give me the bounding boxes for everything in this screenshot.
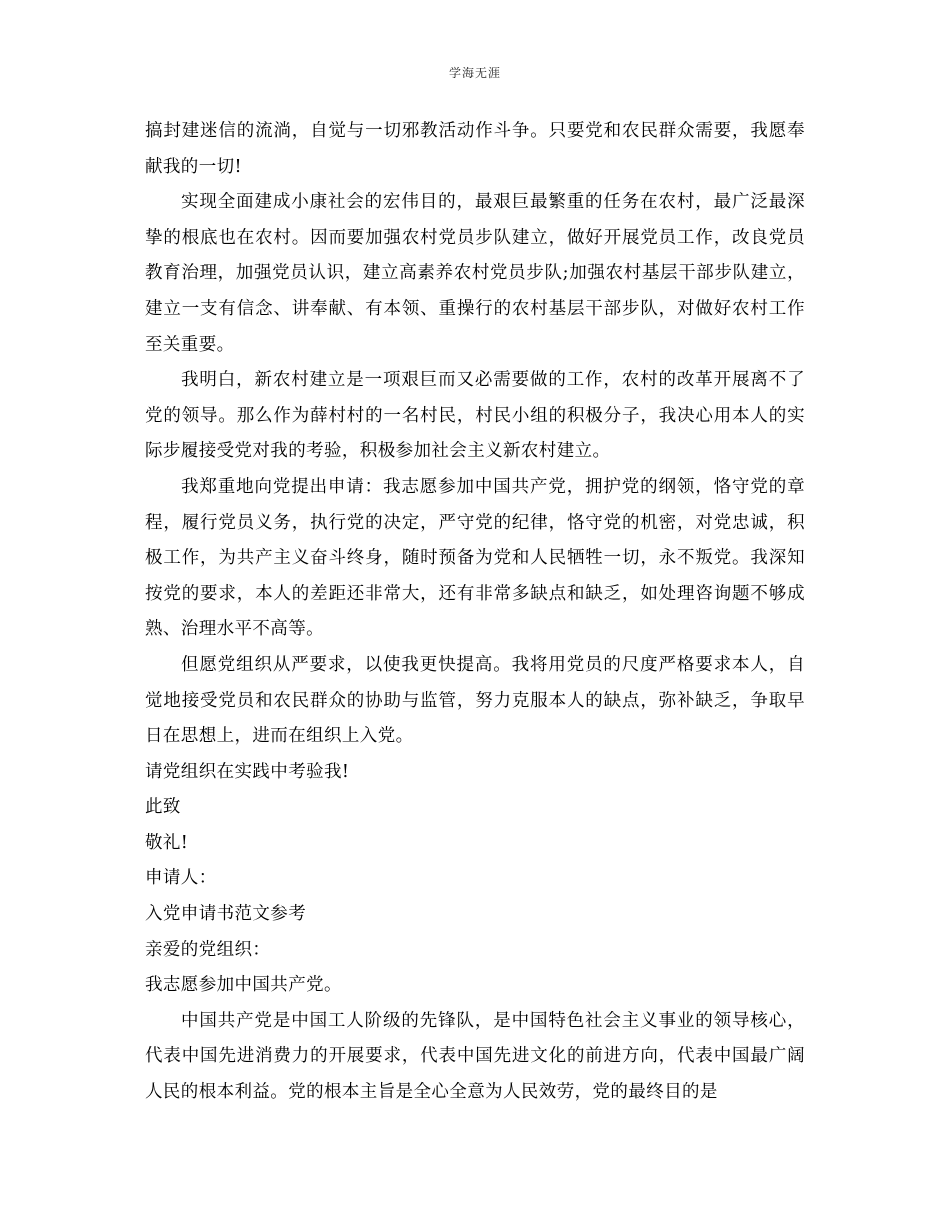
paragraph: 但愿党组织从严要求，以使我更快提高。我将用党员的尺度严格要求本人，自觉地接受党员和农民群众的协助与监管，努力克服本人的缺点，弥补缺乏，争取早日在思想上，进而在组织上入党。 <box>145 654 805 747</box>
paragraph: 实现全面建成小康社会的宏伟目的，最艰巨最繁重的任务在农村，最广泛最深挚的根底也在农村。因而要加强农村党员步队建立，做好开展党员工作，改良党员教育治理，加强党员认识，建立高素养农村党员步队;加强农村基层干部步队建立，建立一支有信念、讲奉献、有本领、重操行的农村基层干部步队，对做好农村工作至关重要。 <box>145 192 805 355</box>
greeting-line: 亲爱的党组织： <box>145 939 271 960</box>
signature-line: 申请人： <box>145 868 217 889</box>
paragraph: 我郑重地向党提出申请：我志愿参加中国共产党，拥护党的纲领，恪守党的章程，履行党员义务，执行党的决定，严守党的纪律，恪守党的机密，对党忠诚，积极工作，为共产主义奋斗终身，随时预备为党和人民牺牲一切，永不叛党。我深知按党的要求，本人的差距还非常大，还有非常多缺点和缺乏，如处理咨询题不够成熟、治理水平不高等。 <box>145 476 805 640</box>
closing-line: 请党组织在实践中考验我! <box>145 761 350 782</box>
salutation-line: 此致 <box>145 797 181 818</box>
paragraph: 中国共产党是中国工人阶级的先锋队，是中国特色社会主义事业的领导核心，代表中国先进消费力的开展要求，代表中国先进文化的前进方向，代表中国最广阔人民的根本利益。党的根本主旨是全心全意为人民效劳，党的最终目的是 <box>145 1010 805 1103</box>
statement-line: 我志愿参加中国共产党。 <box>145 975 342 996</box>
document-body <box>145 114 805 1111</box>
salutation-line: 敬礼! <box>145 832 189 853</box>
paragraph-continued: 搞封建迷信的流淌，自觉与一切邪教活动作斗争。只要党和农民群众需要，我愿奉献我的一切! <box>145 121 805 177</box>
page-header: 学海无涯 <box>448 66 501 80</box>
section-title: 入党申请书范文参考 <box>145 904 307 925</box>
paragraph: 我明白，新农村建立是一项艰巨而又必需要做的工作，农村的改革开展离不了党的领导。那么作为薛村村的一名村民，村民小组的积极分子，我决心用本人的实际步履接受党对我的考验，积极参加社会主义新农村建立。 <box>145 370 805 462</box>
